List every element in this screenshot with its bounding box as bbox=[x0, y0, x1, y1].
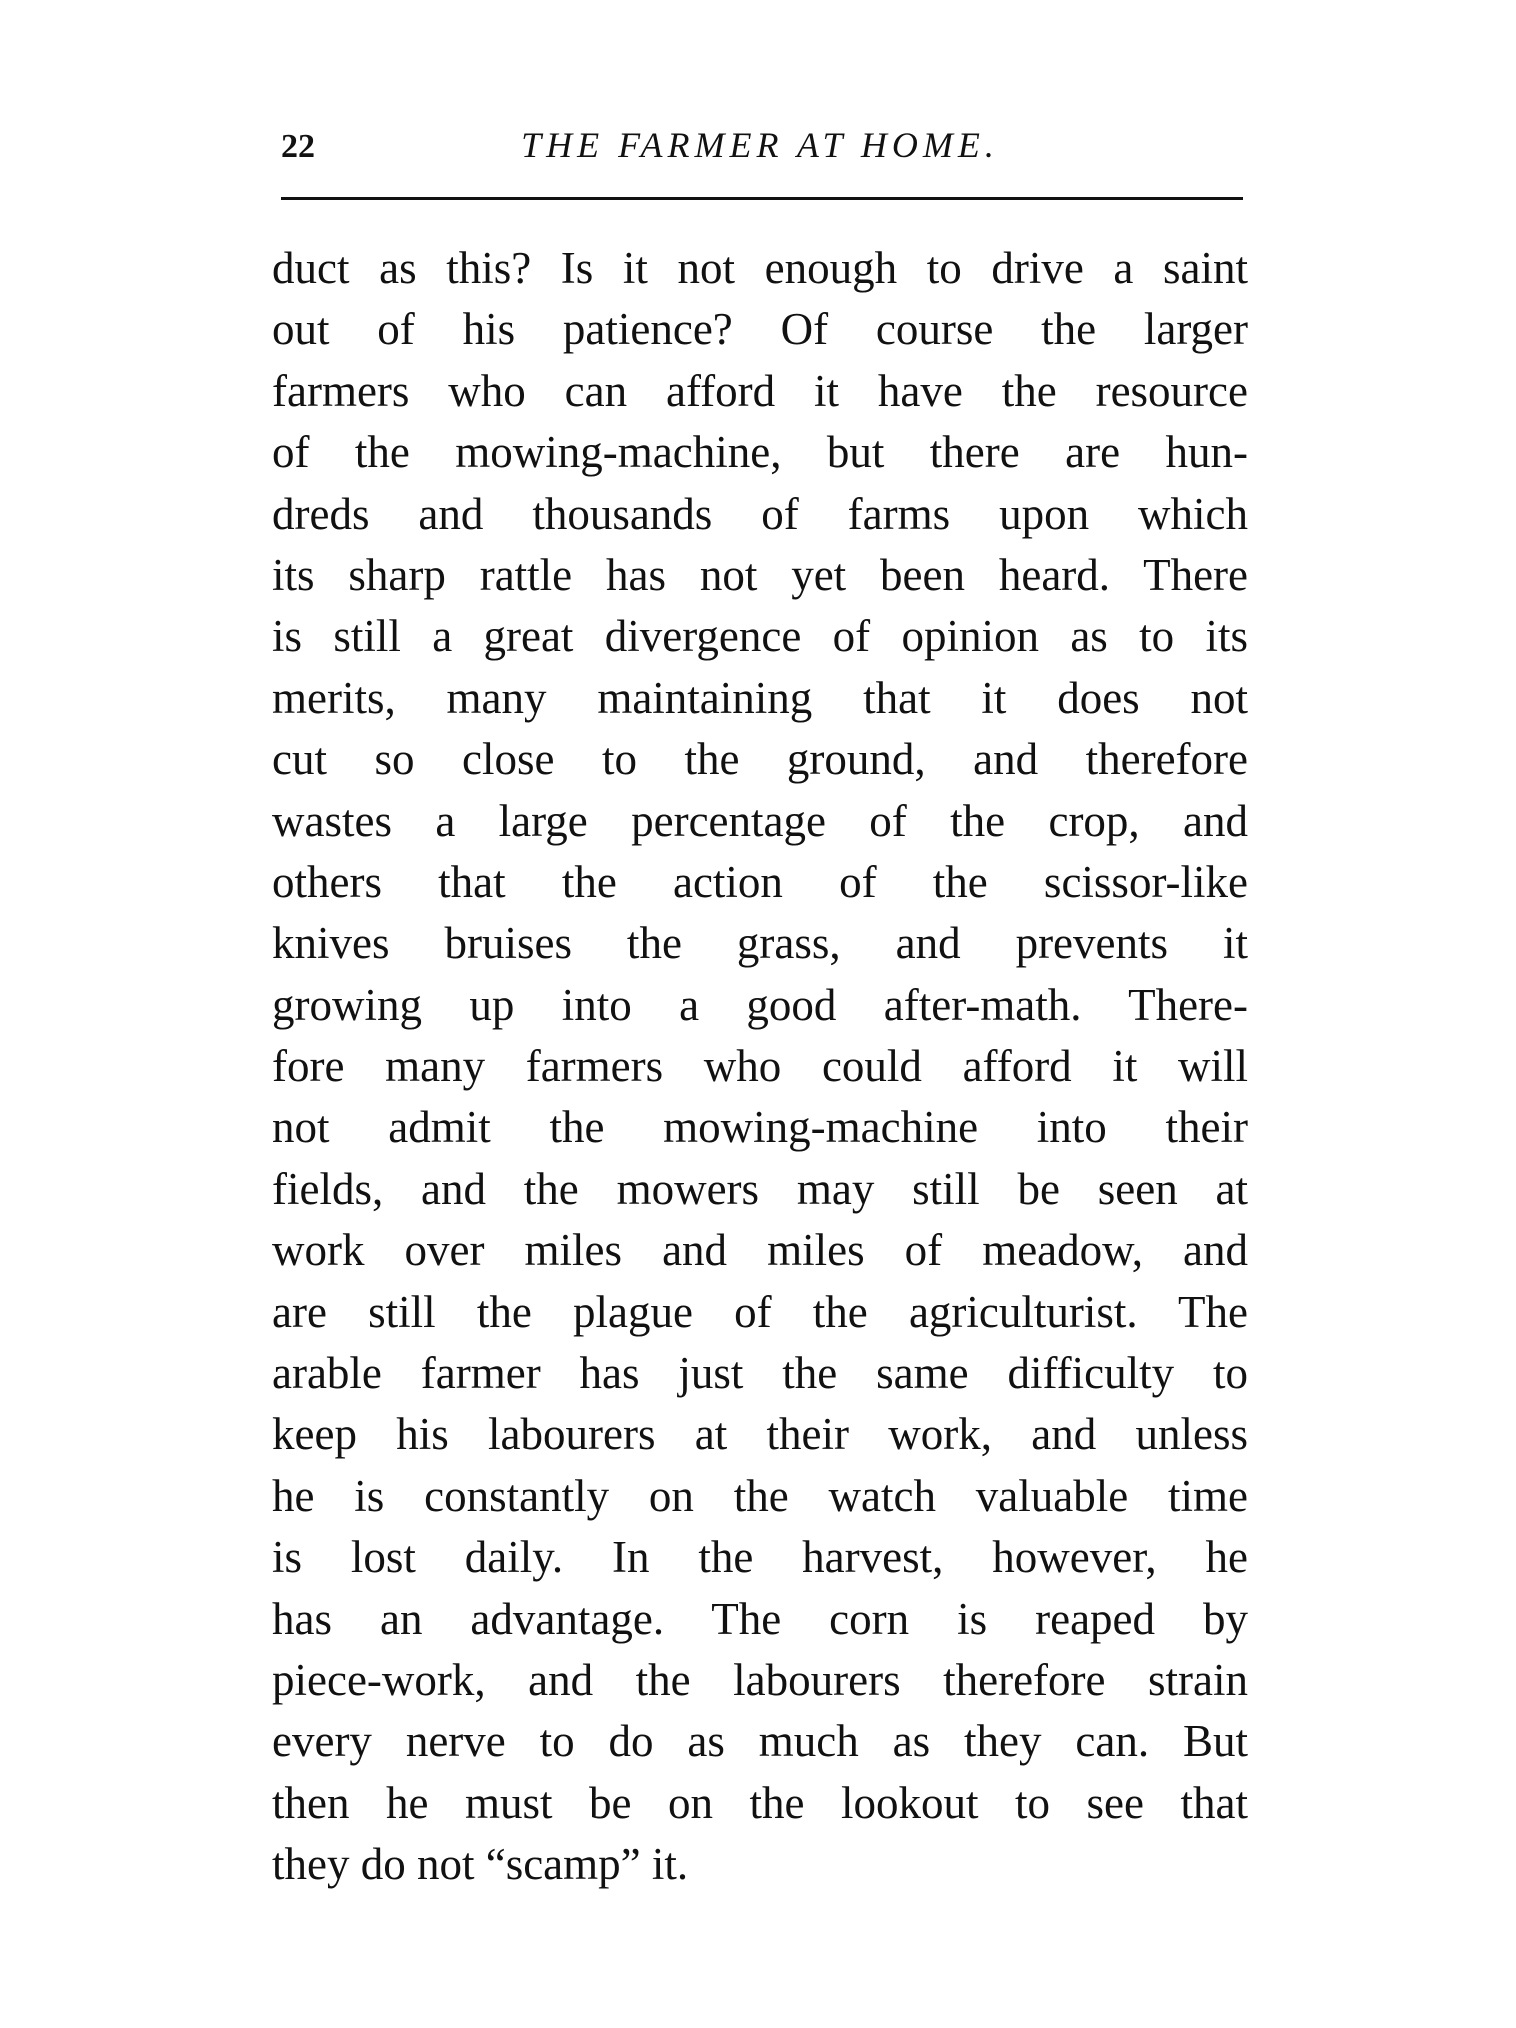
text-line: they do not “scamp” it. bbox=[272, 1839, 689, 1890]
text-line: work over miles and miles of meadow, and bbox=[272, 1225, 1248, 1276]
text-line: fields, and the mowers may still be seen at bbox=[272, 1163, 1248, 1214]
text-line: wastes a large percentage of the crop, and bbox=[272, 795, 1248, 846]
text-line: cut so close to the ground, and therefore bbox=[272, 734, 1248, 785]
text-line: is lost daily. In the harvest, however, he bbox=[272, 1532, 1248, 1583]
text-line: then he must be on the lookout to see that bbox=[272, 1777, 1248, 1828]
text-line: merits, many maintaining that it does not bbox=[272, 672, 1248, 723]
text-line: out of his patience? Of course the larger bbox=[272, 304, 1248, 355]
text-line: not admit the mowing-machine into their bbox=[272, 1102, 1248, 1153]
text-line: are still the plague of the agriculturist. The bbox=[272, 1286, 1248, 1337]
text-line: keep his labourers at their work, and unless bbox=[272, 1409, 1248, 1460]
body-text bbox=[272, 238, 1248, 1896]
text-line: of the mowing-machine, but there are hun- bbox=[272, 427, 1248, 478]
text-line: dreds and thousands of farms upon which bbox=[272, 488, 1248, 539]
text-line: growing up into a good after-math. There- bbox=[272, 979, 1248, 1030]
text-line: arable farmer has just the same difficulty to bbox=[272, 1348, 1248, 1399]
text-line: others that the action of the scissor-like bbox=[272, 856, 1248, 907]
header-rule bbox=[281, 197, 1243, 200]
text-line: piece-work, and the labourers therefore strain bbox=[272, 1654, 1248, 1705]
text-line: its sharp rattle has not yet been heard. There bbox=[272, 549, 1248, 600]
text-line: duct as this? Is it not enough to drive a saint bbox=[272, 243, 1248, 293]
text-line: he is constantly on the watch valuable time bbox=[272, 1470, 1248, 1521]
text-line: is still a great divergence of opinion as to its bbox=[272, 611, 1248, 662]
text-line: fore many farmers who could afford it will bbox=[272, 1041, 1248, 1092]
text-line: every nerve to do as much as they can. But bbox=[272, 1716, 1248, 1767]
text-line: farmers who can afford it have the resource bbox=[272, 365, 1248, 416]
page-number: 22 bbox=[281, 128, 315, 165]
text-line: has an advantage. The corn is reaped by bbox=[272, 1593, 1248, 1644]
text-line: knives bruises the grass, and prevents it bbox=[272, 918, 1248, 969]
running-title: THE FARMER AT HOME. bbox=[521, 125, 999, 165]
